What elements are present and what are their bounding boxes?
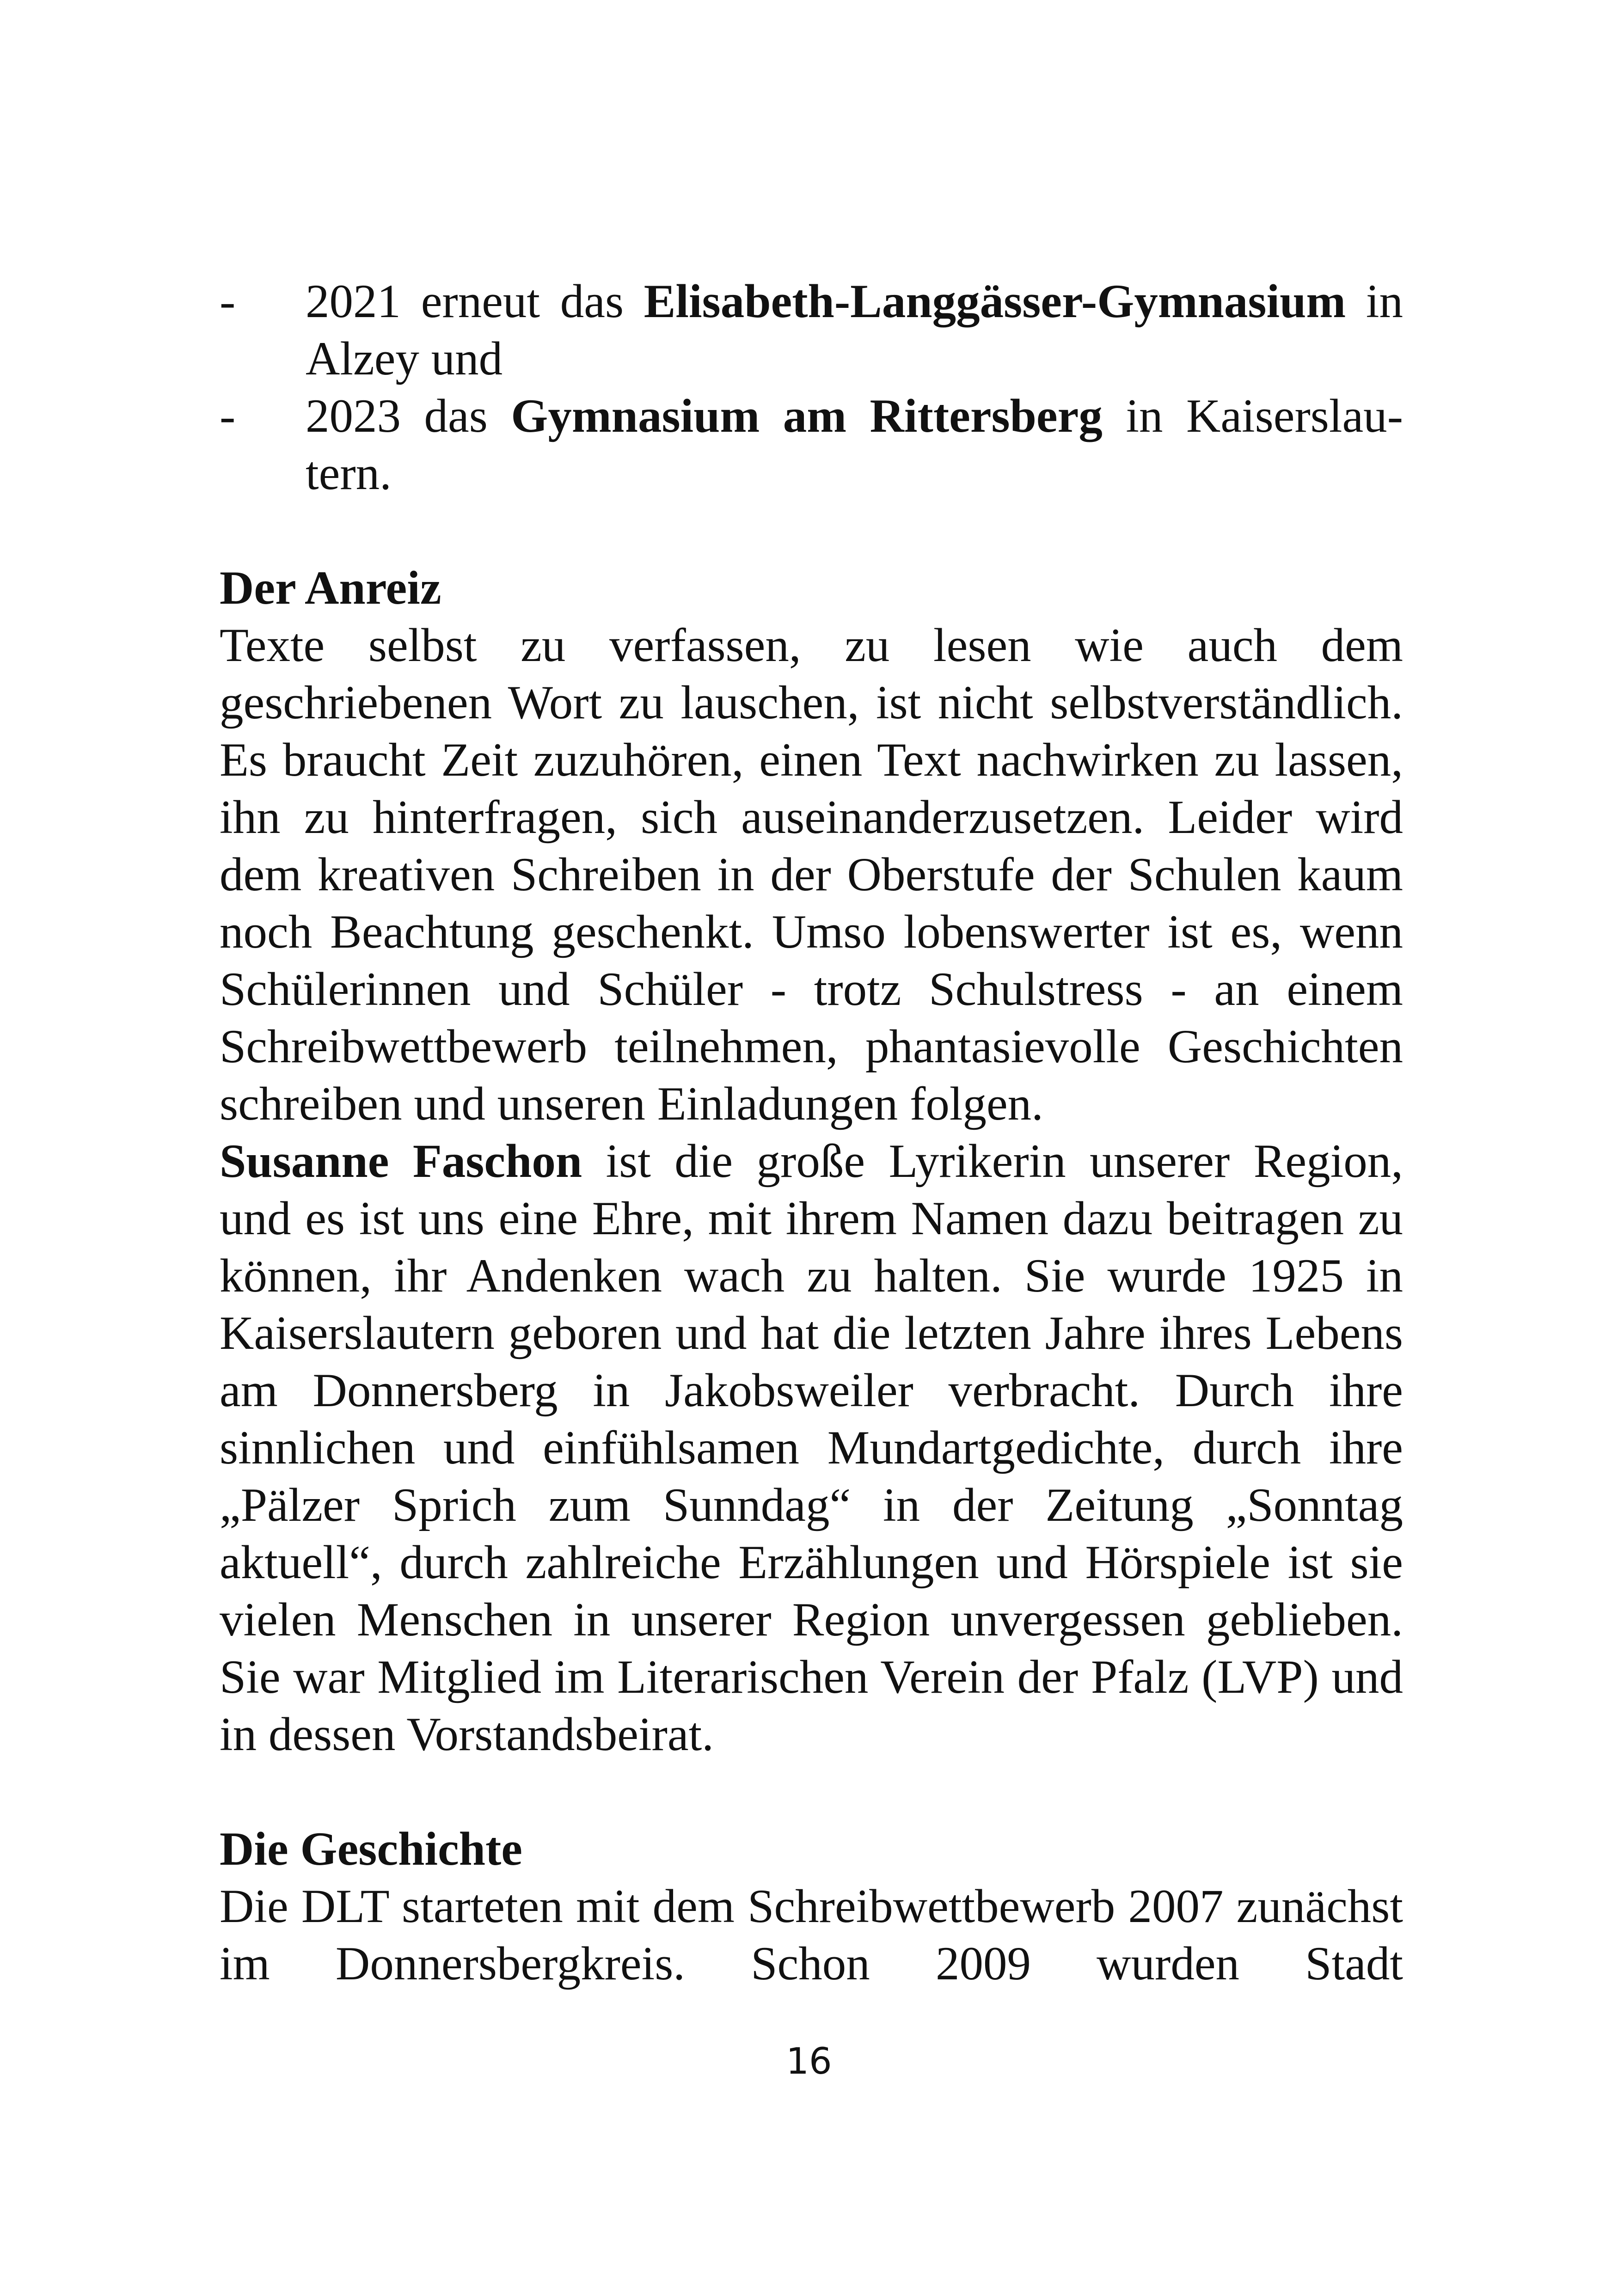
school-name: Gymnasium am Rittersberg	[511, 390, 1103, 442]
school-name: Elisabeth-Langgässer-Gymnasium	[644, 275, 1346, 328]
section-heading-geschichte: Die Geschichte	[220, 1823, 523, 1875]
page-number: 16	[786, 2041, 832, 2082]
person-name: Susanne Faschon	[220, 1135, 582, 1188]
list-item: - 2021 erneut das Elisabeth-Langgässer-Gymnasium in Alzey und	[220, 273, 1403, 387]
list-dash: -	[220, 390, 236, 442]
list-item: - 2023 das Gymnasium am Rittersberg in Kaiserslautern.	[220, 387, 1403, 502]
list-dash: -	[220, 275, 236, 328]
paragraph: Texte selbst zu verfassen, zu lesen wie auch dem geschriebenen Wort zu lauschen, ist nicht selbstverständlich. Es braucht Zeit zuzuhören, einen Text nachwirken zu lassen, ihn zu hinterfragen, sich auseinanderzusetzen. Leider wird dem kreativen Schreiben in der Oberstufe der Schulen kaum noch Beachtung geschenkt. Umso lobenswerter ist es, wenn Schülerinnen und Schüler - trotz Schulstress - an einem Schreibwettbewerb teilnehmen, phantasievolle Geschichten schreiben und unseren Einladungen folgen.	[220, 619, 1403, 1130]
paragraph: Die DLT starteten mit dem Schreibwettbewerb 2007 zunächst im Donnersbergkreis. Schon 2009 wurden Stadt	[220, 1880, 1403, 1990]
section-heading-anreiz: Der Anreiz	[220, 562, 441, 614]
paragraph: Susanne Faschon ist die große Lyrikerin unserer Region, und es ist uns eine Ehre, mit ihrem Namen dazu beitragen zu können, ihr Andenken wach zu halten. Sie wurde 1925 in Kaiserslautern geboren und hat die letzten Jahre ihres Lebens am Donnersberg in Jakobsweiler verbracht. Durch ihre sinnlichen und einfühlsamen Mundartgedichte, durch ihre „Pälzer Sprich zum Sunndag“ in der Zeitung „Sonntag aktuell“, durch zahlreiche Erzählungen und Hörspiele ist sie vielen Menschen in unserer Region unvergessen geblieben. Sie war Mitglied im Literarischen Verein der Pfalz (LVP) und in dessen Vorstandsbeirat.	[220, 1135, 1403, 1761]
school-list	[220, 273, 1403, 502]
page-content	[220, 273, 1403, 1992]
